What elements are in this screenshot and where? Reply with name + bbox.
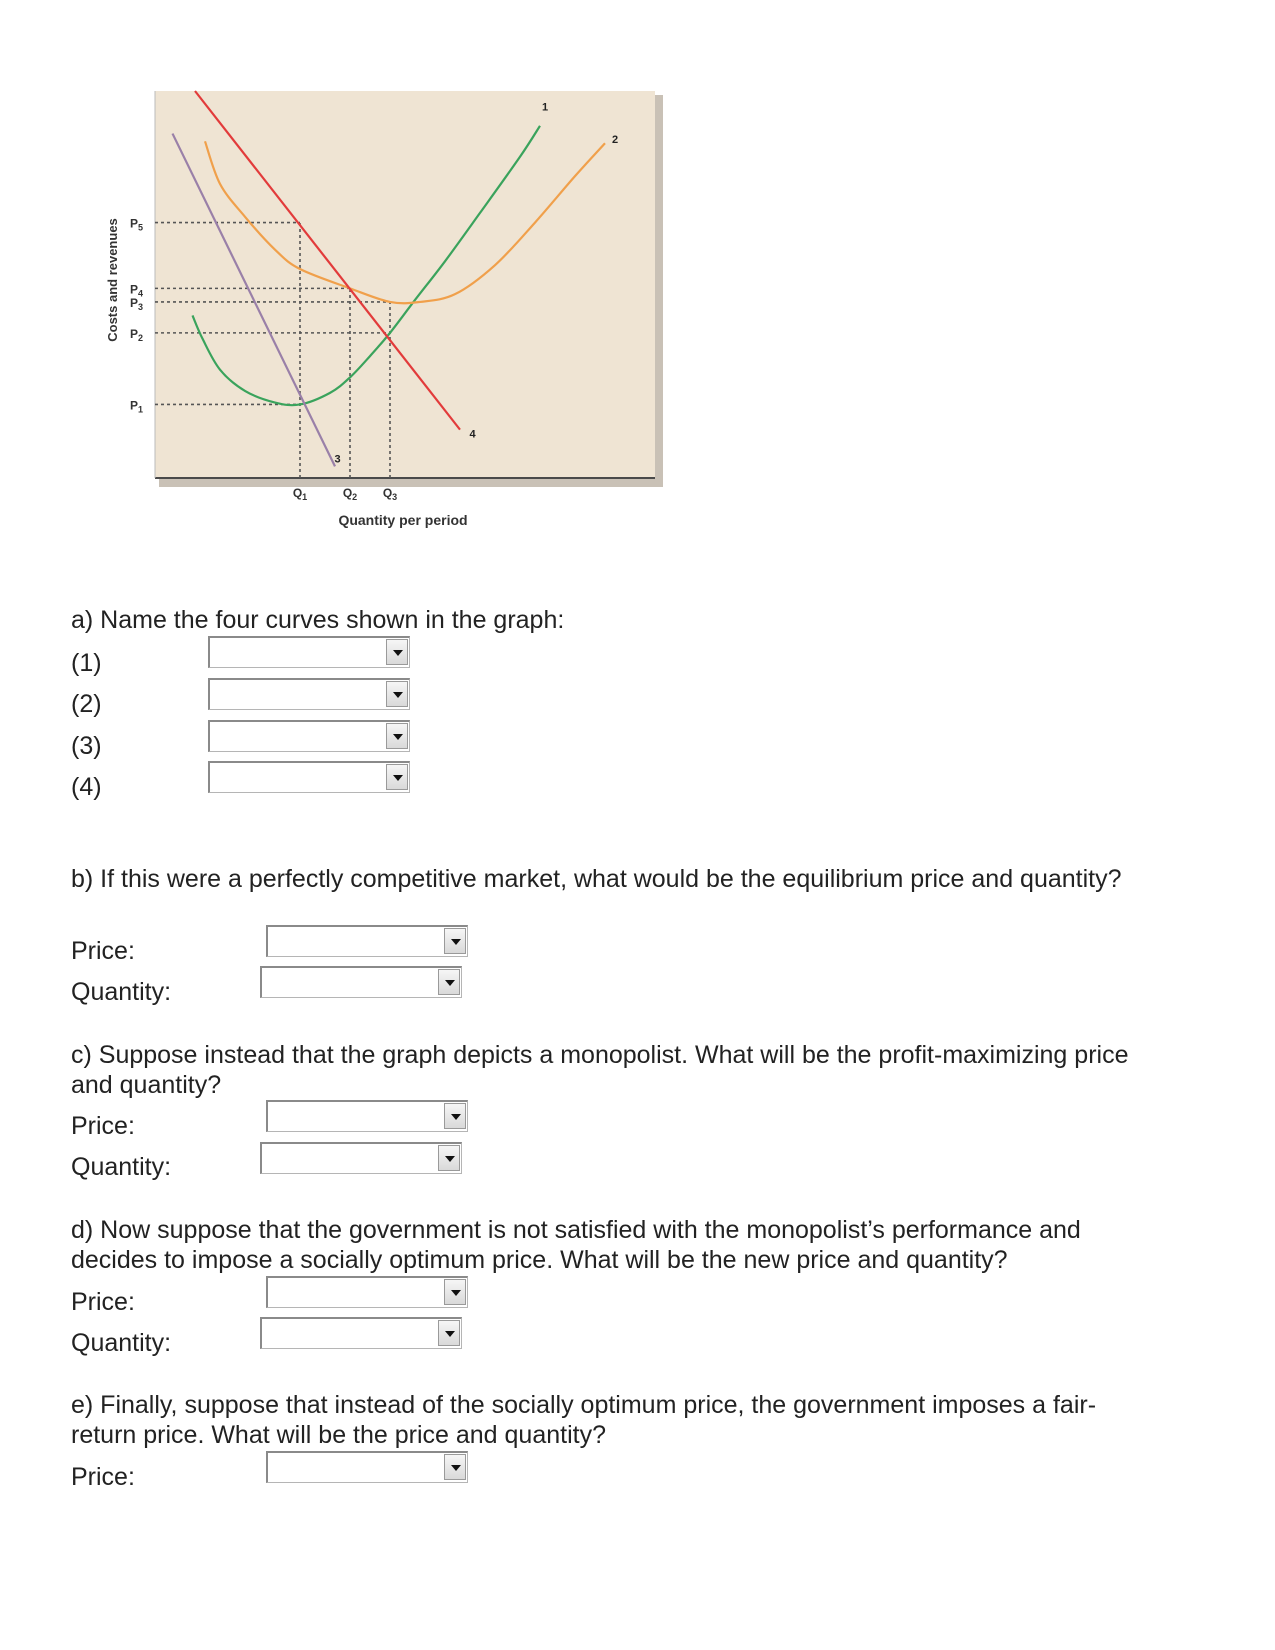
curve-4-label: 4 (469, 428, 476, 441)
curve-3-label: 3 (334, 453, 341, 466)
curve-2-select[interactable] (208, 678, 410, 710)
x-tick-label: $Q_3$ (382, 486, 398, 502)
c-price-label: Price: (71, 1112, 135, 1140)
chevron-down-icon[interactable] (444, 1103, 466, 1129)
chevron-down-icon[interactable] (438, 1145, 460, 1171)
curve-1-select[interactable] (208, 636, 410, 668)
y-tick-label: $P_3$ (129, 295, 143, 312)
curve-1-label: (1) (71, 649, 102, 677)
chevron-down-icon[interactable] (444, 1454, 466, 1480)
chevron-down-icon[interactable] (444, 928, 466, 954)
curve-2-label: (2) (71, 690, 102, 718)
e-price-label: Price: (71, 1463, 135, 1491)
chevron-down-icon[interactable] (438, 1320, 460, 1346)
plot-area (155, 91, 655, 478)
y-tick-label: $P_1$ (129, 398, 143, 415)
b-price-label: Price: (71, 937, 135, 965)
curve-4-select[interactable] (208, 761, 410, 793)
chevron-down-icon[interactable] (386, 723, 408, 749)
curve-3-label: (3) (71, 732, 102, 760)
y-tick-label: $P_2$ (129, 326, 143, 343)
c-quantity-label: Quantity: (71, 1153, 172, 1181)
d-quantity-select[interactable] (260, 1317, 462, 1349)
curve-3-select[interactable] (208, 720, 410, 752)
x-tick-label: $Q_1$ (292, 486, 308, 502)
y-axis-label: Costs and revenues (105, 218, 120, 342)
y-tick-label: $P_5$ (129, 216, 143, 233)
chevron-down-icon[interactable] (444, 1279, 466, 1305)
d-quantity-label: Quantity: (71, 1329, 172, 1357)
chevron-down-icon[interactable] (438, 969, 460, 995)
question-c: c) Suppose instead that the graph depicts a monopolist. What will be the profit-maximizing price and quantity? (71, 1041, 1129, 1099)
d-price-label: Price: (71, 1288, 135, 1316)
x-tick-label: $Q_2$ (342, 486, 358, 502)
b-quantity-label: Quantity: (71, 978, 172, 1006)
cost-revenue-chart (95, 85, 695, 565)
b-quantity-select[interactable] (260, 966, 462, 998)
e-price-select[interactable] (266, 1451, 468, 1483)
curve-4-label: (4) (71, 773, 102, 801)
question-a: a) Name the four curves shown in the graph: (71, 606, 565, 634)
chevron-down-icon[interactable] (386, 681, 408, 707)
x-axis-label: Quantity per period (338, 512, 468, 528)
question-e: e) Finally, suppose that instead of the socially optimum price, the government imposes a fair-return price. What will be the price and quantity? (71, 1391, 1097, 1449)
c-quantity-select[interactable] (260, 1142, 462, 1174)
d-price-select[interactable] (266, 1276, 468, 1308)
question-b: b) If this were a perfectly competitive market, what would be the equilibrium price and quantity? (71, 865, 1122, 893)
curve-2-label: 2 (611, 134, 619, 147)
curve-1-label: 1 (541, 101, 549, 114)
c-price-select[interactable] (266, 1100, 468, 1132)
y-tick-label: $P_4$ (129, 282, 143, 299)
question-d: d) Now suppose that the government is not satisfied with the monopolist’s performance and decides to impose a socially optimum price. What will be the new price and quantity? (71, 1216, 1081, 1274)
chevron-down-icon[interactable] (386, 639, 408, 665)
chevron-down-icon[interactable] (386, 764, 408, 790)
b-price-select[interactable] (266, 925, 468, 957)
